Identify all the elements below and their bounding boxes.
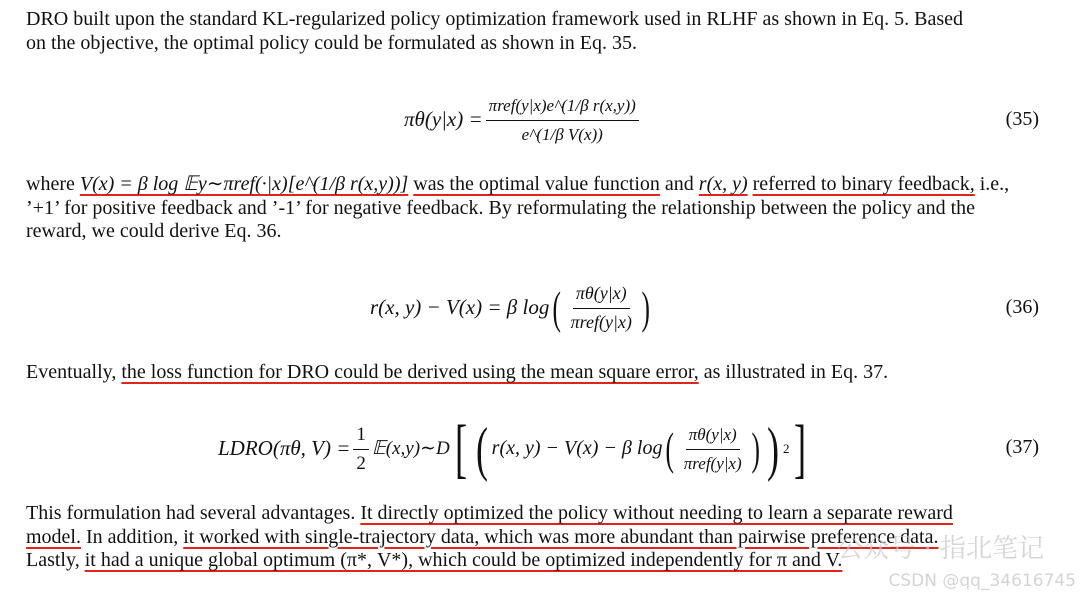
- text-line: DRO built upon the standard KL-regularized policy optimization framework used in RLHF as shown in Eq. 5. Based: [26, 8, 964, 30]
- eq37-denominator: πref(y|x): [683, 453, 742, 473]
- underlined-phrase: referred to binary feedback,: [752, 173, 975, 195]
- left-paren: (: [552, 282, 562, 333]
- eq36-denominator: πref(y|x): [570, 311, 632, 332]
- equation-37-body: [218, 412, 811, 486]
- eq35-numerator: πref(y|x)e^(1/β r(x,y)): [486, 94, 639, 121]
- text-eventually: Eventually,: [26, 361, 117, 383]
- value-function-definition: V(x) = β log 𝔼y∼πref(·|x)[e^(1/β r(x,y))]: [79, 173, 409, 195]
- eq37-numerator: πθ(y|x): [686, 423, 740, 450]
- square-exponent: 2: [782, 441, 790, 457]
- right-paren: ): [641, 282, 650, 333]
- text-plain: In addition,: [86, 525, 179, 548]
- eq35-lhs: πθ(y|x) =: [404, 107, 483, 132]
- underlined-phrase: it had a unique global optimum (π*, V*), which could be optimized independently for π and V.: [84, 549, 843, 571]
- eq37-lhs: LDRO(πθ, V) =: [218, 436, 351, 461]
- text-tail: as illustrated in Eq. 37.: [703, 361, 889, 383]
- right-paren: ): [766, 416, 779, 482]
- equation-35: [0, 88, 1080, 152]
- text-and: and: [664, 173, 694, 195]
- text-line: reward, we could derive Eq. 36.: [26, 220, 282, 242]
- underlined-phrase: was the optimal value function: [413, 173, 660, 195]
- right-paren: ): [751, 423, 760, 474]
- underlined-phrase: the loss function for DRO could be derived using the mean square error,: [121, 361, 699, 383]
- half-denominator: 2: [356, 452, 366, 474]
- eq36-lhs: r(x, y) − V(x) = β log: [370, 295, 550, 320]
- equation-37: [0, 412, 1080, 486]
- eq36-numerator: πθ(y|x): [573, 282, 630, 309]
- watermark-cn: 公众号 · 指北笔记: [837, 534, 1044, 564]
- eq35-denominator: e^(1/β V(x)): [521, 124, 603, 144]
- equation-number: (36): [1005, 296, 1039, 318]
- text-plain: This formulation had several advantages.: [26, 502, 356, 524]
- reward-symbol: r(x, y): [698, 173, 748, 195]
- eq37-half: [353, 423, 369, 475]
- paragraph-value-function: [26, 173, 1058, 244]
- eq37-expectation: 𝔼(x,y)∼D: [371, 438, 450, 460]
- left-bracket: [: [454, 412, 467, 485]
- text-where: where: [26, 173, 75, 195]
- text-lastly: Lastly,: [26, 549, 80, 571]
- eq37-fraction: [681, 423, 745, 475]
- text-line: [26, 361, 1058, 385]
- underlined-phrase: It directly optimized the policy without needing to learn a separate reward: [360, 502, 953, 524]
- text-ie: i.e.,: [979, 173, 1010, 195]
- underlined-phrase: model.: [26, 525, 81, 548]
- text-line: [26, 502, 1058, 526]
- paragraph-intro: [26, 8, 1058, 55]
- text-line: on the objective, the optimal policy could be formulated as shown in Eq. 35.: [26, 31, 637, 54]
- left-paren: (: [475, 416, 488, 482]
- paragraph-loss: [26, 361, 1058, 385]
- equation-36-body: [370, 280, 653, 336]
- equation-number: (35): [1005, 108, 1039, 130]
- underlined-phrase: it worked with single-trajectory data, which was more abundant than pairwise preference data.: [183, 525, 939, 548]
- equation-35-body: [404, 88, 642, 152]
- left-paren: (: [665, 423, 675, 474]
- right-bracket: ]: [794, 412, 807, 485]
- watermark-csdn: CSDN @qq_34616745: [888, 571, 1076, 591]
- eq36-fraction: [568, 282, 635, 334]
- eq37-inner: r(x, y) − V(x) − β log: [491, 437, 663, 460]
- text-line: [26, 173, 1058, 197]
- half-numerator: 1: [353, 423, 369, 450]
- equation-36: [0, 280, 1080, 336]
- text-line: ’+1’ for positive feedback and ’-1’ for negative feedback. By reformulating the relationship between the policy and the: [26, 196, 976, 219]
- eq35-fraction: [486, 94, 639, 146]
- equation-number: (37): [1005, 436, 1039, 458]
